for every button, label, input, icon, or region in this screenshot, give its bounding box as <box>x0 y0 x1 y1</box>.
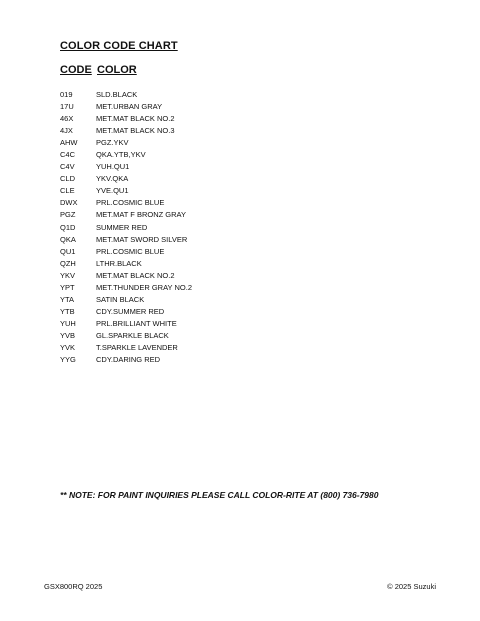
table-row <box>60 161 360 173</box>
color-code: PGZ <box>60 210 76 220</box>
table-row <box>60 258 360 270</box>
page-title: COLOR CODE CHART <box>60 40 178 52</box>
table-row <box>60 354 360 366</box>
table-row <box>60 89 360 101</box>
color-name: MET.MAT BLACK NO.3 <box>96 126 175 136</box>
table-row <box>60 149 360 161</box>
color-name: PRL.COSMIC BLUE <box>96 198 165 208</box>
color-code: C4C <box>60 150 76 160</box>
color-code: CLE <box>60 186 75 196</box>
color-name: PRL.COSMIC BLUE <box>96 246 165 256</box>
color-code: YUH <box>60 318 76 328</box>
color-name: T.SPARKLE LAVENDER <box>96 342 178 352</box>
color-code: 46X <box>60 114 74 124</box>
color-code: Q1D <box>60 222 76 232</box>
color-name: MET.MAT F BRONZ GRAY <box>96 210 187 220</box>
color-code: QZH <box>60 258 76 268</box>
color-name: GL.SPARKLE BLACK <box>96 330 169 340</box>
table-row <box>60 137 360 149</box>
color-code: AHW <box>60 138 78 148</box>
table-row <box>60 318 360 330</box>
color-name: MET.THUNDER GRAY NO.2 <box>96 282 192 292</box>
color-code: QU1 <box>60 246 76 256</box>
color-column-header: COLOR <box>97 64 137 76</box>
table-row <box>60 342 360 354</box>
color-code: YTA <box>60 294 75 304</box>
paint-inquiry-note: ** NOTE: FOR PAINT INQUIRIES PLEASE CALL COLOR-RITE AT (800) 736-7980 <box>60 490 379 500</box>
table-row <box>60 222 360 234</box>
color-name: YUH.QU1 <box>96 162 130 172</box>
color-name: SATIN BLACK <box>96 294 145 304</box>
color-code: 17U <box>60 102 74 112</box>
color-code: YYG <box>60 355 76 365</box>
color-code: C4V <box>60 162 75 172</box>
color-name: YKV.QKA <box>96 174 129 184</box>
table-row <box>60 185 360 197</box>
color-code: CLD <box>60 174 76 184</box>
color-code: YVB <box>60 330 76 340</box>
color-name: MET.MAT SWORD SILVER <box>96 234 188 244</box>
color-code: DWX <box>60 198 78 208</box>
color-code: YTB <box>60 306 75 316</box>
table-row <box>60 282 360 294</box>
table-header <box>60 64 137 76</box>
color-code: YPT <box>60 282 75 292</box>
code-column-header: CODE <box>60 64 92 76</box>
table-row <box>60 246 360 258</box>
table-row <box>60 197 360 209</box>
table-row <box>60 270 360 282</box>
color-name: MET.MAT BLACK NO.2 <box>96 270 175 280</box>
footer-model: GSX800RQ 2025 <box>44 582 103 591</box>
color-name: CDY.DARING RED <box>96 355 161 365</box>
table-row <box>60 101 360 113</box>
color-code: YKV <box>60 270 76 280</box>
color-name: LTHR.BLACK <box>96 258 142 268</box>
color-code-table <box>60 89 360 366</box>
color-name: PRL.BRILLIANT WHITE <box>96 318 177 328</box>
color-name: SLD.BLACK <box>96 90 138 99</box>
color-name: YVE.QU1 <box>96 186 129 196</box>
table-row <box>60 330 360 342</box>
footer-copyright: © 2025 Suzuki <box>387 582 436 591</box>
color-name: MET.URBAN GRAY <box>96 102 163 112</box>
color-name: CDY.SUMMER RED <box>96 306 165 316</box>
color-code: 4JX <box>60 126 73 136</box>
color-code: YVK <box>60 342 76 352</box>
table-row <box>60 306 360 318</box>
color-name: MET.MAT BLACK NO.2 <box>96 114 175 124</box>
color-name: QKA.YTB,YKV <box>96 150 146 160</box>
table-row <box>60 294 360 306</box>
color-code: QKA <box>60 234 76 244</box>
table-row <box>60 113 360 125</box>
table-row <box>60 173 360 185</box>
table-row <box>60 234 360 246</box>
table-row <box>60 209 360 221</box>
color-name: PGZ.YKV <box>96 138 129 148</box>
color-code: 019 <box>60 90 73 99</box>
color-name: SUMMER RED <box>96 222 148 232</box>
table-row <box>60 125 360 137</box>
